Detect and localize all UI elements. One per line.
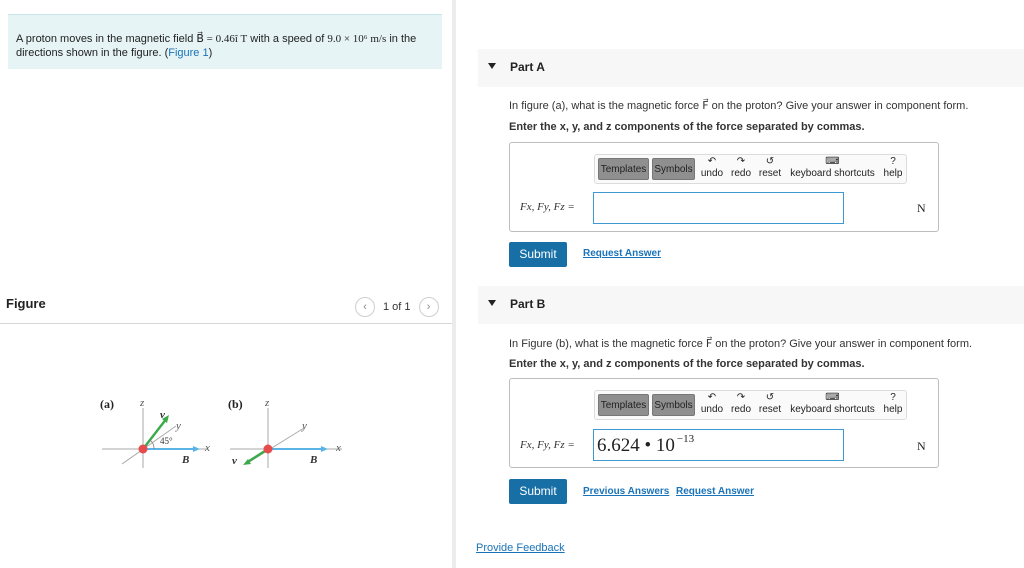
- part-b-unit: N: [917, 439, 926, 453]
- part-a-question: In figure (a), what is the magnetic force F⃗ on the proton? Give your answer in component form.: [509, 100, 969, 112]
- part-a-header[interactable]: [478, 49, 1024, 87]
- diagram-a-label: (a): [100, 397, 114, 411]
- diagram-a-angle-label: 45°: [160, 436, 173, 446]
- part-b-submit-button[interactable]: Submit: [509, 479, 567, 504]
- math-toolbar: [594, 390, 907, 420]
- keyboard-shortcuts-button[interactable]: [786, 155, 879, 183]
- figure-diagram: [96, 392, 356, 472]
- help-label: help: [883, 404, 903, 415]
- reset-button[interactable]: [757, 391, 783, 419]
- diagram-b-z-label: z: [265, 397, 270, 409]
- undo-label: undo: [700, 404, 724, 415]
- part-a-variable-label: Fx, Fy, Fz =: [520, 201, 575, 213]
- diagram-b-label: (b): [228, 397, 243, 411]
- redo-icon: ↷: [736, 392, 746, 403]
- part-a-submit-button[interactable]: Submit: [509, 242, 567, 267]
- part-b-header[interactable]: [478, 286, 1024, 324]
- diagram-a-x-label: x: [205, 442, 210, 454]
- diagram-a-v-label: v⃗: [160, 409, 174, 421]
- reset-button[interactable]: [757, 155, 783, 183]
- help-label: help: [883, 168, 903, 179]
- undo-icon: ↶: [707, 392, 717, 403]
- provide-feedback-link[interactable]: Provide Feedback: [476, 542, 565, 554]
- problem-panel: [0, 0, 452, 568]
- part-b-answer-input[interactable]: [593, 429, 844, 461]
- keyboard-label: keyboard shortcuts: [790, 168, 875, 179]
- keyboard-shortcuts-button[interactable]: [786, 391, 879, 419]
- caret-down-icon: [488, 63, 496, 69]
- part-b-variable-label: Fx, Fy, Fz =: [520, 439, 575, 451]
- diagram-a-b-arrowhead: [193, 446, 200, 452]
- keyboard-label: keyboard shortcuts: [790, 404, 875, 415]
- undo-button[interactable]: [699, 155, 725, 183]
- diagram-a-proton: [139, 445, 148, 454]
- part-b-title: Part B: [510, 297, 546, 311]
- redo-label: redo: [730, 404, 751, 415]
- redo-label: redo: [730, 168, 751, 179]
- figure-pager: [355, 297, 439, 317]
- redo-icon: ↷: [736, 156, 746, 167]
- figure-title: Figure: [6, 296, 46, 311]
- keyboard-icon: ⌨: [825, 392, 840, 403]
- field-expression: B⃗ = 0.46î T: [196, 33, 248, 45]
- part-b-input-exponent: −13: [676, 433, 695, 445]
- help-icon: ?: [890, 156, 896, 167]
- part-b-request-answer-link[interactable]: Request Answer: [676, 486, 754, 497]
- part-a-answer-input[interactable]: [593, 192, 844, 224]
- problem-text: A proton moves in the magnetic field: [16, 33, 197, 45]
- diagram-a-z-label: z: [140, 397, 145, 409]
- reset-label: reset: [758, 404, 782, 415]
- reset-icon: ↺: [765, 392, 775, 403]
- part-b-input-value: [597, 433, 694, 457]
- part-a-unit: N: [917, 201, 926, 215]
- problem-statement: [8, 14, 442, 69]
- reset-icon: ↺: [765, 156, 775, 167]
- part-b-previous-answers-link[interactable]: Previous Answers: [583, 486, 670, 497]
- help-button[interactable]: [882, 155, 904, 183]
- chevron-right-icon[interactable]: ›: [419, 297, 439, 317]
- part-a-request-answer-link[interactable]: Request Answer: [583, 248, 661, 259]
- speed-expression: 9.0 × 10⁶ m/s: [327, 33, 387, 45]
- part-b-input-mantissa: 6.624 • 10: [597, 435, 675, 456]
- diagram-b-proton: [264, 445, 273, 454]
- reset-label: reset: [758, 168, 782, 179]
- symbols-button[interactable]: Symbols: [652, 158, 695, 180]
- problem-text: with a speed of: [247, 33, 328, 45]
- math-toolbar: [594, 154, 907, 184]
- part-b-instruction: Enter the x, y, and z components of the force separated by commas.: [509, 358, 865, 370]
- diagram-b-v-label: v⃗: [232, 455, 246, 467]
- undo-label: undo: [700, 168, 724, 179]
- diagram-b-y-label: y: [302, 420, 307, 432]
- diagram-b-x-label: x: [336, 442, 341, 454]
- help-button[interactable]: [882, 391, 904, 419]
- undo-icon: ↶: [707, 156, 717, 167]
- diagram-a-y-label: y: [176, 420, 181, 432]
- keyboard-icon: ⌨: [825, 156, 840, 167]
- templates-button[interactable]: Templates: [598, 158, 649, 180]
- chevron-left-icon[interactable]: ‹: [355, 297, 375, 317]
- part-a-answer-box: [509, 142, 939, 232]
- part-b-answer-box: [509, 378, 939, 468]
- diagram-b-b-label: B⃗: [310, 454, 326, 466]
- problem-text: in the directions shown in the figure. (: [16, 33, 417, 59]
- column-divider[interactable]: [452, 0, 456, 568]
- diagram-b-b-arrowhead: [321, 446, 328, 452]
- part-a-instruction: Enter the x, y, and z components of the force separated by commas.: [509, 121, 865, 133]
- templates-button[interactable]: Templates: [598, 394, 649, 416]
- figure-link[interactable]: Figure 1: [168, 47, 209, 59]
- symbols-button[interactable]: Symbols: [652, 394, 695, 416]
- part-a-title: Part A: [510, 60, 545, 74]
- pager-text: 1 of 1: [383, 301, 411, 313]
- redo-button[interactable]: [728, 391, 754, 419]
- redo-button[interactable]: [728, 155, 754, 183]
- diagram-a-b-label: B⃗: [182, 454, 198, 466]
- caret-down-icon: [488, 300, 496, 306]
- figure-header: [0, 290, 452, 324]
- undo-button[interactable]: [699, 391, 725, 419]
- part-b-question: In Figure (b), what is the magnetic force F⃗ on the proton? Give your answer in component form.: [509, 338, 973, 350]
- help-icon: ?: [890, 392, 896, 403]
- problem-text: ): [208, 47, 213, 59]
